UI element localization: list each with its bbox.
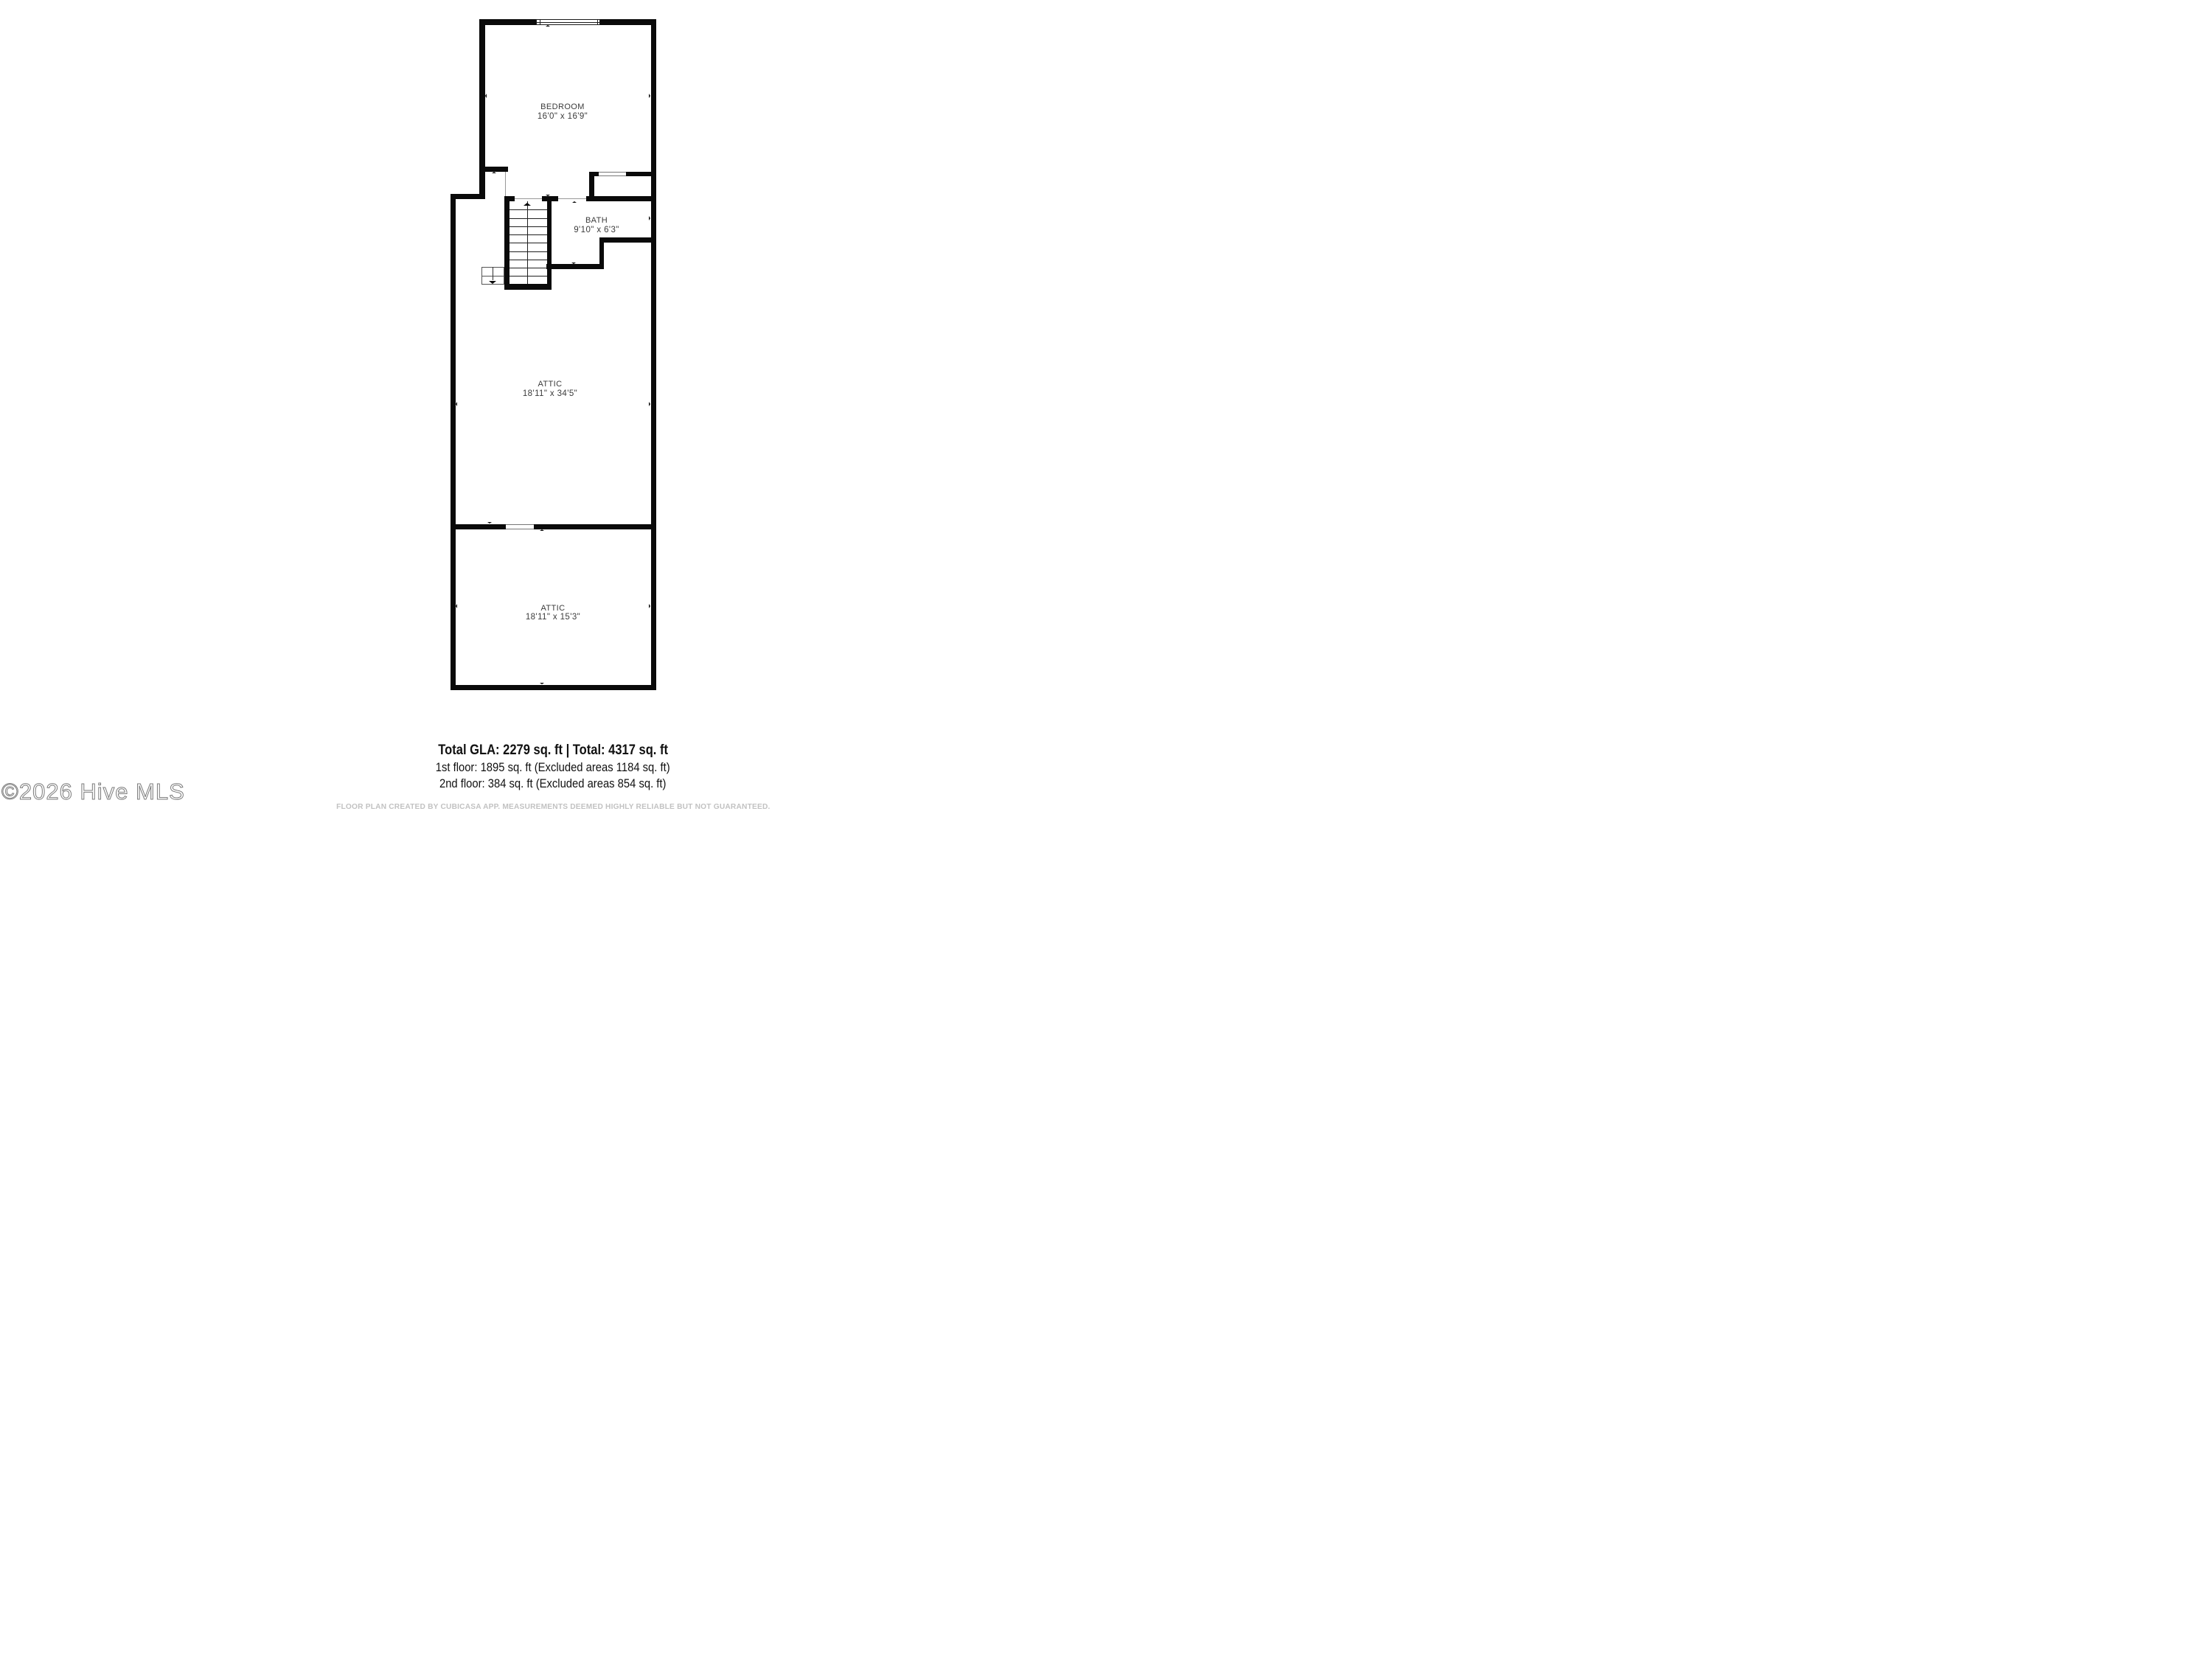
window [599,172,626,177]
stair-tread [509,209,547,210]
room-name-label: BEDROOM [540,102,585,111]
total-area-line [0,742,1106,759]
stair-center-line [527,201,529,284]
dimension-marker-icon [649,94,650,98]
wall [479,19,485,199]
window-pane-line [537,22,599,23]
dimension-marker-icon [549,216,550,220]
floor-plan [0,0,1106,830]
wall [599,237,657,243]
dimension-marker-icon [571,262,576,264]
dimension-marker-icon [546,195,550,196]
stair-up-arrow-icon [524,203,531,206]
dimension-marker-icon [485,94,487,98]
wall-opening [506,524,535,529]
disclaimer-text-inner: FLOOR PLAN CREATED BY CUBICASA APP. MEASUREMENTS DEEMED HIGHLY RELIABLE BUT NOT GUARANTEED. [335,802,771,811]
dimension-marker-icon [456,604,457,608]
wall [451,194,456,691]
dimension-marker-icon [540,683,544,684]
dimension-marker-icon [546,25,550,27]
wall [504,284,552,290]
wall [451,194,485,200]
stair-down-arrow-icon [489,281,496,284]
wall [451,685,656,691]
dimension-marker-icon [649,216,650,220]
room-dimensions-label: 18'11" x 15'3" [525,613,581,622]
wall [547,196,552,290]
dimension-marker-icon [540,529,544,531]
second-floor-area-text: 2nd floor: 384 sq. ft (Excluded areas 854 sq. ft) [439,776,667,790]
threshold-line [515,198,543,199]
total-area-text: Total GLA: 2279 sq. ft | Total: 4317 sq. ft [438,742,668,758]
floor-plan-page [0,0,1106,830]
window [536,19,600,25]
dimension-marker-icon [487,522,492,524]
dimension-marker-icon [456,402,457,406]
dimension-marker-icon [572,201,577,203]
room-dimensions-label: 16'0" x 16'9" [537,112,588,121]
room-dimensions-label: 18'11" x 34'5" [522,389,578,398]
room-name-label: ATTIC [538,380,563,389]
first-floor-area-text: 1st floor: 1895 sq. ft (Excluded areas 1184 sq. ft) [436,760,670,774]
threshold-line [505,172,506,197]
wall [546,264,604,269]
dimension-marker-icon [649,402,650,406]
threshold-line [558,198,587,199]
stair-tread [509,218,547,219]
wall [479,167,508,172]
mls-watermark: ©2026 Hive MLS [1,779,185,804]
room-dimensions-label: 9'10" x 6'3" [574,225,619,234]
wall [651,19,657,690]
stair-tread [509,234,547,235]
room-name-label: ATTIC [540,604,566,613]
window-mullion-line [597,20,598,24]
dimension-marker-icon [492,172,496,173]
first-floor-area-line [0,760,1106,775]
wall [586,196,651,201]
wall [456,524,651,529]
stair-tread [509,251,547,252]
room-name-label: BATH [585,215,608,225]
stair-tread [509,226,547,227]
dimension-marker-icon [649,604,650,608]
